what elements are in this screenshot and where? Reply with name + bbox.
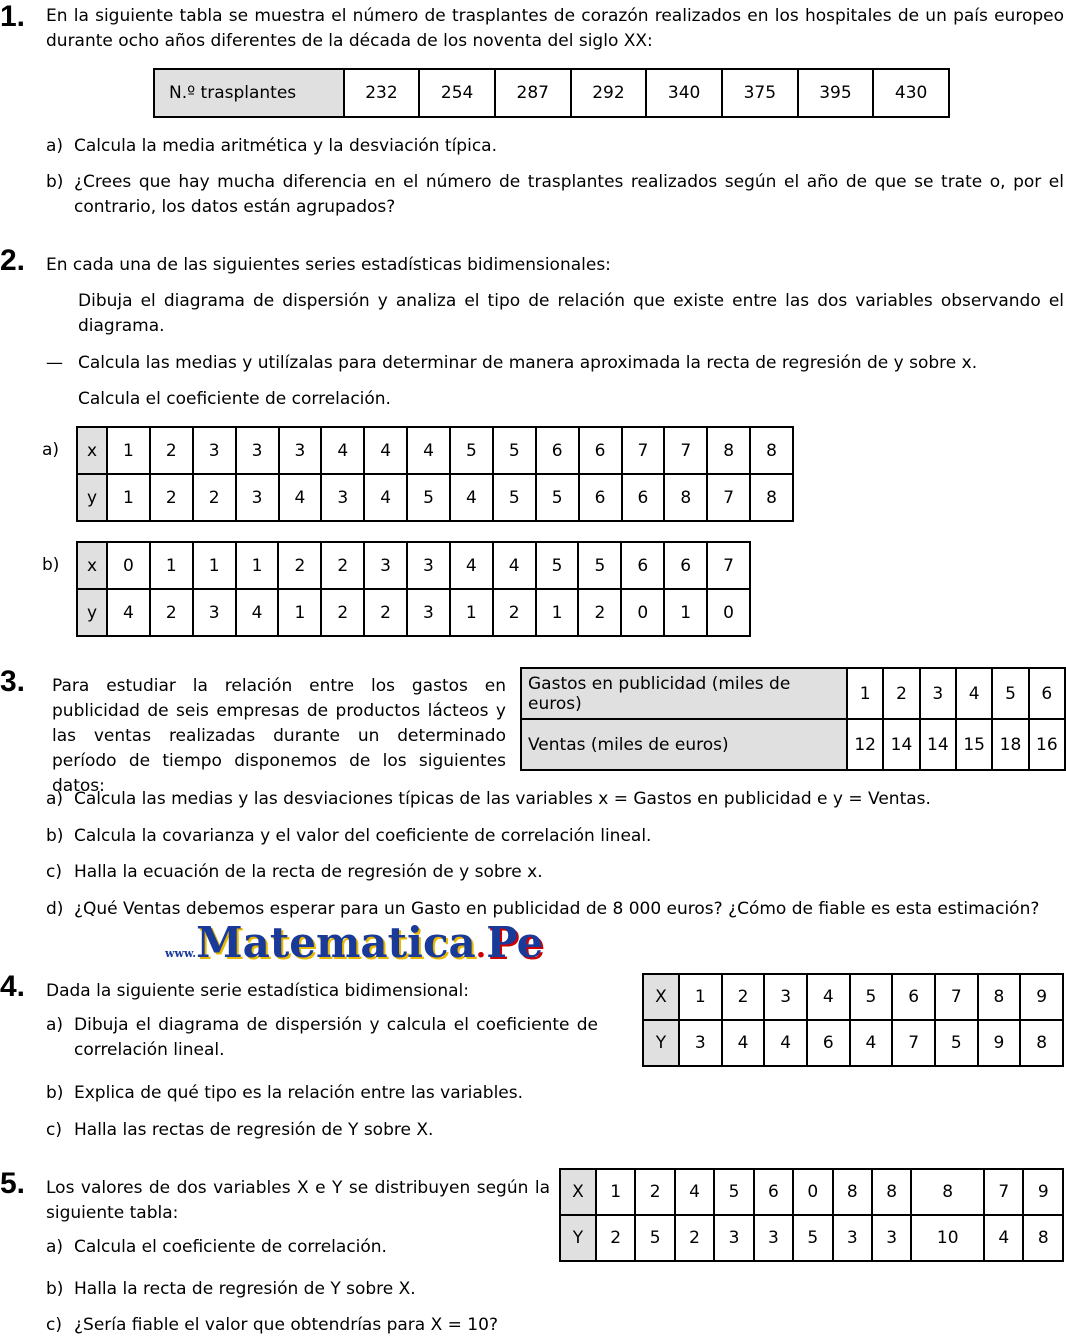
table-cell: 4 [675, 1169, 714, 1215]
table-cell: 15 [956, 719, 992, 770]
table-cell: 6 [807, 1020, 850, 1066]
table-cell: 6 [892, 974, 935, 1020]
item-label: b) [46, 1083, 64, 1103]
item-text: ¿Qué Ventas debemos esperar para un Gasto en publicidad de 8 000 euros? ¿Cómo de fiable es esta estimación? [74, 899, 1040, 919]
table-cell: 4 [493, 542, 536, 589]
table-cell: 5 [935, 1020, 978, 1066]
item-text: Halla la recta de regresión de Y sobre X. [74, 1279, 416, 1299]
transplant-header: N.º trasplantes [154, 69, 344, 117]
row-header-x: X [643, 974, 679, 1020]
table-cell: 0 [793, 1169, 832, 1215]
question-2-number: 2. [0, 244, 26, 277]
item-label: c) [46, 862, 62, 882]
table-cell: 1 [847, 668, 883, 719]
item-text: ¿Sería fiable el valor que obtendrías para X = 10? [74, 1315, 498, 1335]
table-cell: 2 [150, 589, 193, 636]
row-header-y: Y [560, 1215, 596, 1261]
table-cell: 430 [873, 69, 949, 117]
table-cell: 2 [150, 474, 193, 521]
table-cell: 1 [450, 589, 493, 636]
table-cell: 1 [536, 589, 579, 636]
table-cell: 3 [193, 427, 236, 474]
question-1-text: En la siguiente tabla se muestra el número de trasplantes de corazón realizados en los hospitales de un país europeo durante ocho años diferentes de la década de los noventa del siglo XX: [46, 6, 1064, 51]
question-3-item-b [46, 824, 1064, 849]
table-cell: 3 [364, 542, 407, 589]
row-header-advertising: Gastos en publicidad (miles de euros) [521, 668, 847, 719]
table-cell: 2 [675, 1215, 714, 1261]
question-3-text: Para estudiar la relación entre los gastos en publicidad de seis empresas de productos lácteos y las ventas realizadas durante un determinado período de tiempo disponemos de los siguientes datos: [52, 676, 506, 796]
table-cell: 3 [279, 427, 322, 474]
row-header-x: x [77, 542, 107, 589]
logo-pe: Pe [486, 918, 544, 967]
question-5-item-a [46, 1235, 550, 1260]
table-cell: 4 [956, 668, 992, 719]
item-label: a) [46, 1237, 64, 1257]
question-2-bullet-1: Dibuja el diagrama de dispersión y analiza el tipo de relación que existe entre las dos variables observando el diagrama. [78, 291, 1064, 336]
question-2-dash: — [46, 353, 63, 373]
table-cell: 9 [1020, 974, 1063, 1020]
table-cell: 2 [364, 589, 407, 636]
table-cell: 3 [764, 974, 807, 1020]
table-cell: 4 [722, 1020, 765, 1066]
table-cell: 6 [1029, 668, 1065, 719]
table-cell: 375 [722, 69, 798, 117]
transplant-table [153, 68, 950, 118]
table-cell: 5 [407, 474, 450, 521]
item-label: c) [46, 1315, 62, 1335]
row-header-sales: Ventas (miles de euros) [521, 719, 847, 770]
table-cell: 8 [1023, 1215, 1063, 1261]
row-header-y: y [77, 589, 107, 636]
item-text: Halla las rectas de regresión de Y sobre X. [74, 1120, 434, 1140]
question-1-item-a [46, 134, 1064, 159]
question-4-text: Dada la siguiente serie estadística bidimensional: [46, 981, 469, 1001]
table-cell: 8 [707, 427, 750, 474]
table-cell: 7 [622, 427, 665, 474]
item-text: Calcula la covarianza y el valor del coeficiente de correlación lineal. [74, 826, 652, 846]
table-cell: 4 [850, 1020, 893, 1066]
question-2-text: En cada una de las siguientes series estadísticas bidimensionales: [46, 255, 611, 275]
table-cell: 6 [622, 474, 665, 521]
table-cell: 7 [984, 1169, 1023, 1215]
item-text: Dibuja el diagrama de dispersión y calcula el coeficiente de correlación lineal. [74, 1015, 598, 1060]
table-cell: 2 [578, 589, 621, 636]
series-b-table [76, 541, 751, 637]
table-cell: 2 [596, 1215, 635, 1261]
table-cell: 5 [793, 1215, 832, 1261]
table-cell: 4 [450, 542, 493, 589]
item-label: b) [46, 172, 64, 192]
table-cell: 6 [579, 427, 622, 474]
item-text: ¿Crees que hay mucha diferencia en el número de trasplantes realizados según el año de que se trate o, por el contrario, los datos están agrupados? [74, 172, 1064, 217]
table-cell: 8 [750, 427, 793, 474]
table-cell: 14 [920, 719, 956, 770]
series-5-table [559, 1168, 1064, 1262]
table-cell: 3 [872, 1215, 911, 1261]
question-4-item-b [46, 1081, 1064, 1106]
table-cell: 7 [892, 1020, 935, 1066]
table-cell: 7 [707, 474, 750, 521]
table-cell: 1 [596, 1169, 635, 1215]
table-cell: 5 [493, 474, 536, 521]
table-cell: 1 [107, 474, 150, 521]
table-cell: 3 [833, 1215, 872, 1261]
table-cell: 2 [883, 668, 919, 719]
question-5-text: Los valores de dos variables X e Y se distribuyen según la siguiente tabla: [46, 1178, 550, 1223]
item-label: a) [46, 136, 64, 156]
table-cell: 2 [278, 542, 321, 589]
table-cell: 4 [364, 474, 407, 521]
row-header-y: Y [643, 1020, 679, 1066]
table-cell: 395 [798, 69, 874, 117]
table-cell: 3 [407, 542, 450, 589]
table-cell: 3 [407, 589, 450, 636]
table-cell: 6 [579, 474, 622, 521]
table-cell: 292 [571, 69, 647, 117]
table-cell: 10 [911, 1215, 984, 1261]
logo-www: www. [165, 947, 197, 960]
item-text: Calcula las medias y las desviaciones típicas de las variables x = Gastos en publicidad e y = Ventas. [74, 789, 931, 809]
table-cell: 3 [679, 1020, 722, 1066]
advertising-table [520, 667, 1066, 771]
table-cell: 12 [847, 719, 883, 770]
table-cell: 232 [344, 69, 420, 117]
table-cell: 2 [150, 427, 193, 474]
table-cell: 3 [236, 427, 279, 474]
table-cell: 6 [754, 1169, 793, 1215]
table-cell: 4 [807, 974, 850, 1020]
table-cell: 4 [364, 427, 407, 474]
table-cell: 2 [321, 589, 364, 636]
question-3-item-a [46, 787, 1064, 812]
item-text: Calcula la media aritmética y la desviación típica. [74, 136, 497, 156]
question-3-number: 3. [0, 665, 26, 698]
table-cell: 254 [419, 69, 495, 117]
item-label: a) [46, 789, 64, 809]
table-cell: 6 [664, 542, 707, 589]
table-cell: 3 [236, 474, 279, 521]
matematica-pe-logo [165, 918, 543, 974]
question-5-number: 5. [0, 1167, 26, 1200]
item-label: b) [46, 1279, 64, 1299]
question-4-number: 4. [0, 970, 26, 1003]
table-cell: 5 [635, 1215, 674, 1261]
table-cell: 4 [407, 427, 450, 474]
logo-dot: . [475, 930, 487, 965]
table-cell: 5 [578, 542, 621, 589]
table-cell: 5 [850, 974, 893, 1020]
question-5-item-b [46, 1277, 1064, 1302]
table-cell: 8 [1020, 1020, 1063, 1066]
table-cell: 6 [621, 542, 664, 589]
table-cell: 5 [536, 542, 579, 589]
series-a-table [76, 426, 794, 522]
table-cell: 5 [450, 427, 493, 474]
table-cell: 1 [107, 427, 150, 474]
table-cell: 9 [1023, 1169, 1063, 1215]
question-2-bullet-2: Calcula las medias y utilízalas para determinar de manera aproximada la recta de regresión de y sobre x. [78, 353, 978, 373]
table-cell: 8 [911, 1169, 984, 1215]
question-1-item-b [46, 170, 1064, 220]
table-cell: 16 [1029, 719, 1065, 770]
table-cell: 5 [536, 474, 579, 521]
item-label: c) [46, 1120, 62, 1140]
table-cell: 3 [321, 474, 364, 521]
table-cell: 18 [992, 719, 1028, 770]
row-header-x: x [77, 427, 107, 474]
table-cell: 4 [321, 427, 364, 474]
table-cell: 4 [279, 474, 322, 521]
table-cell: 1 [664, 589, 707, 636]
table-cell: 0 [107, 542, 150, 589]
table-cell: 5 [714, 1169, 753, 1215]
table-cell: 9 [978, 1020, 1021, 1066]
table-cell: 8 [664, 474, 707, 521]
table-cell: 7 [935, 974, 978, 1020]
table-cell: 5 [493, 427, 536, 474]
question-4-item-c [46, 1118, 1064, 1143]
table-cell: 5 [992, 668, 1028, 719]
table-cell: 2 [635, 1169, 674, 1215]
table-cell: 1 [679, 974, 722, 1020]
table-cell: 0 [707, 589, 750, 636]
table-cell: 1 [278, 589, 321, 636]
table-cell: 8 [833, 1169, 872, 1215]
table-cell: 3 [754, 1215, 793, 1261]
question-5-item-c [46, 1313, 1064, 1338]
item-label: a) [46, 1015, 64, 1035]
table-cell: 1 [193, 542, 236, 589]
table-cell: 2 [722, 974, 765, 1020]
question-2-bullet-3: Calcula el coeficiente de correlación. [78, 389, 391, 409]
table-cell: 6 [536, 427, 579, 474]
table-b-label: b) [42, 555, 60, 575]
item-text: Explica de qué tipo es la relación entre las variables. [74, 1083, 524, 1103]
table-cell: 4 [107, 589, 150, 636]
table-cell: 2 [193, 474, 236, 521]
table-cell: 3 [920, 668, 956, 719]
row-header-x: X [560, 1169, 596, 1215]
table-cell: 1 [236, 542, 279, 589]
table-cell: 4 [764, 1020, 807, 1066]
table-cell: 7 [707, 542, 750, 589]
table-cell: 3 [714, 1215, 753, 1261]
table-cell: 8 [750, 474, 793, 521]
table-cell: 7 [664, 427, 707, 474]
table-cell: 0 [621, 589, 664, 636]
table-cell: 4 [236, 589, 279, 636]
question-1-number: 1. [0, 0, 26, 33]
table-cell: 3 [193, 589, 236, 636]
item-text: Calcula el coeficiente de correlación. [74, 1237, 387, 1257]
table-cell: 340 [646, 69, 722, 117]
table-cell: 8 [872, 1169, 911, 1215]
table-cell: 2 [321, 542, 364, 589]
table-cell: 14 [883, 719, 919, 770]
item-label: b) [46, 826, 64, 846]
table-cell: 1 [150, 542, 193, 589]
question-3-item-c [46, 860, 1064, 885]
table-cell: 2 [493, 589, 536, 636]
table-cell: 4 [984, 1215, 1023, 1261]
question-4-item-a [46, 1013, 598, 1063]
table-cell: 287 [495, 69, 571, 117]
series-4-table [642, 973, 1064, 1067]
logo-main: Matematica [196, 918, 476, 967]
table-cell: 4 [450, 474, 493, 521]
table-cell: 8 [978, 974, 1021, 1020]
row-header-y: y [77, 474, 107, 521]
item-label: d) [46, 899, 64, 919]
table-a-label: a) [42, 440, 60, 460]
item-text: Halla la ecuación de la recta de regresión de y sobre x. [74, 862, 543, 882]
